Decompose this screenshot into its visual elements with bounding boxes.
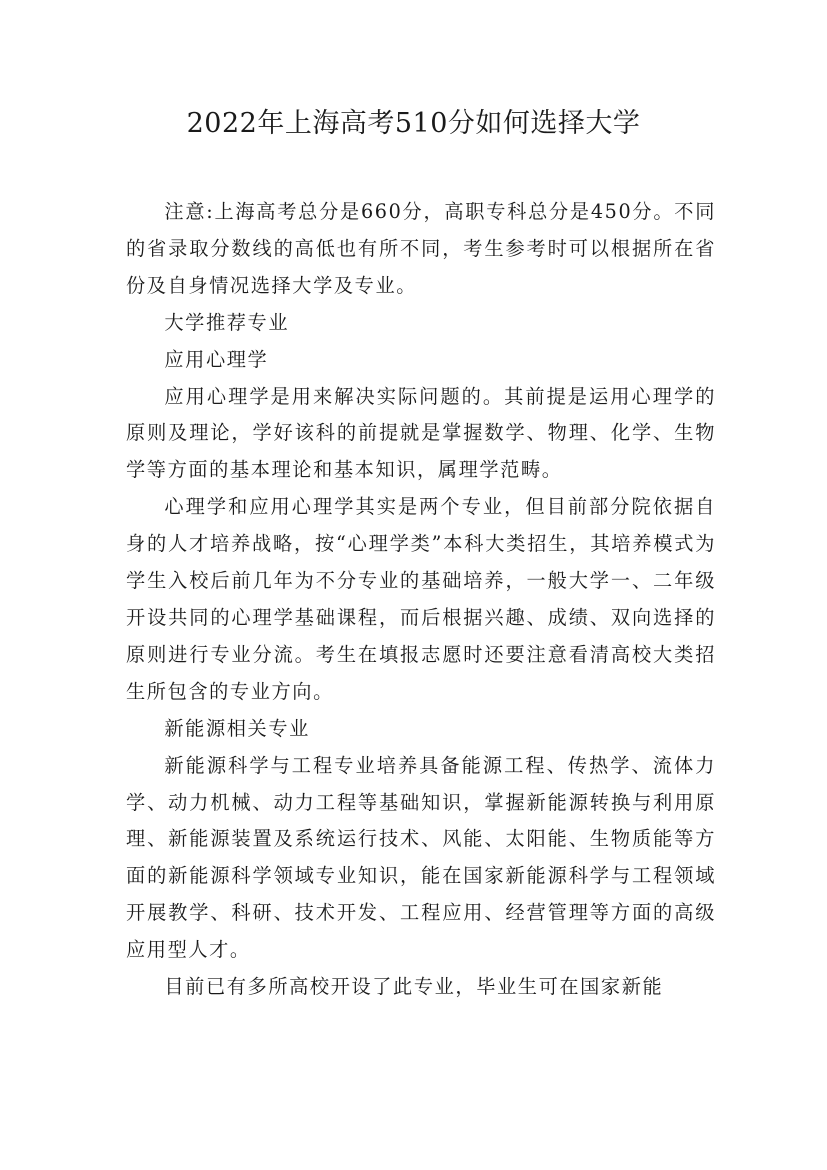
paragraph-notice: 注意:上海高考总分是660分，高职专科总分是450分。不同的省录取分数线的高低也有所不同，考生参考时可以根据所在省份及自身情况选择大学及专业。 [126,200,716,297]
document-body [126,194,716,1006]
paragraph-new-energy-continued: 目前已有多所高校开设了此专业，毕业生可在国家新能 [164,975,664,999]
subheading-applied-psychology: 应用心理学 [164,347,269,371]
section-heading-recommended-majors: 大学推荐专业 [164,310,290,334]
paragraph-psychology-enrollment: 心理学和应用心理学其实是两个专业，但目前部分院依据自身的人才培养战略，按“心理学类”本科大类招生，其培养模式为学生入校后前几年为不分专业的基础培养，一般大学一、二年级开设共同的心理学基础课程，而后根据兴趣、成绩、双向选择的原则进行专业分流。考生在填报志愿时还要注意看清高校大类招生所包含的专业方向。 [126,495,716,703]
subheading-new-energy: 新能源相关专业 [164,716,310,740]
paragraph-new-energy-intro: 新能源科学与工程专业培养具备能源工程、传热学、流体力学、动力机械、动力工程等基础知识，掌握新能源转换与利用原理、新能源装置及系统运行技术、风能、太阳能、生物质能等方面的新能源科学领域专业知识，能在国家新能源科学与工程领域开展教学、科研、技术开发、工程应用、经营管理等方面的高级应用型人才。 [126,753,716,962]
document-title: 2022年上海高考510分如何选择大学 [186,108,641,139]
paragraph-applied-psychology-intro: 应用心理学是用来解决实际问题的。其前提是运用心理学的原则及理论，学好该科的前提就是掌握数学、物理、化学、生物学等方面的基本理论和基本知识，属理学范畴。 [126,384,716,482]
